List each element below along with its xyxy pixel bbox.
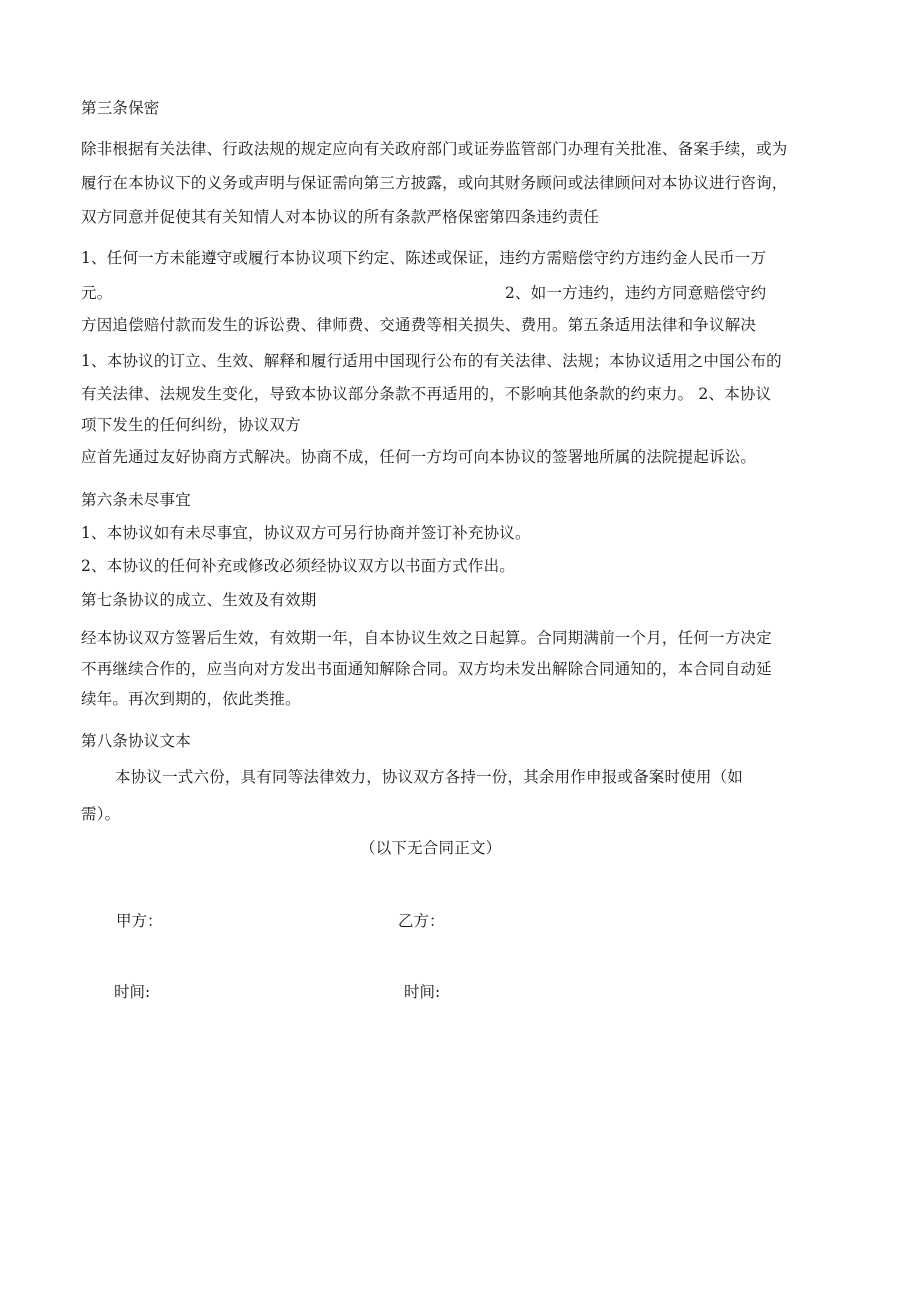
article-6-item-1: 1、本协议如有未尽事宜，协议双方可另行协商并签订补充协议。	[81, 524, 531, 542]
article-7-line-2: 不再继续合作的，应当向对方发出书面通知解除合同。双方均未发出解除合同通知的，本合同自动延	[81, 660, 772, 678]
party-a-time-label: 时间:	[114, 983, 151, 1001]
article-3-line-2: 履行在本协议下的义务或声明与保证需向第三方披露，或向其财务顾问或法律顾问对本协议进行咨询，	[81, 174, 788, 192]
article-7-line-3: 续年。再次到期的，依此类推。	[81, 690, 301, 708]
article-5-line-1: 1、本协议的订立、生效、解释和履行适用中国现行公布的有关法律、法规；本协议适用之中国公布的	[81, 352, 782, 370]
article-8-line-2: 需）。	[81, 805, 121, 823]
article-4-line-1: 1、任何一方未能遵守或履行本协议项下约定、陈述或保证，违约方需赔偿守约方违约金人民币一万	[81, 249, 767, 267]
party-b-time-label: 时间:	[404, 983, 441, 1001]
end-of-text-note: （以下无合同正文）	[360, 839, 502, 857]
article-3-line-3: 双方同意并促使其有关知情人对本协议的所有条款严格保密第四条违约责任	[81, 208, 600, 226]
article-5-line-4: 应首先通过友好协商方式解决。协商不成，任何一方均可向本协议的签署地所属的法院提起诉讼。	[81, 448, 757, 466]
party-b-label: 乙方：	[398, 912, 445, 930]
article-4-line-2a: 元。	[81, 284, 113, 302]
article-4-line-2b: 2、如一方违约，违约方同意赔偿守约	[505, 284, 767, 302]
party-a-label: 甲方：	[116, 912, 163, 930]
article-5-line-3: 项下发生的任何纠纷，协议双方	[81, 416, 301, 434]
article-3-line-1: 除非根据有关法律、行政法规的规定应向有关政府部门或证券监管部门办理有关批准、备案手续，或为	[81, 140, 788, 158]
article-7-line-1: 经本协议双方签署后生效，有效期一年，自本协议生效之日起算。合同期满前一个月，任何一方决定	[81, 629, 772, 647]
article-5-line-2: 有关法律、法规发生变化，导致本协议部分条款不再适用的，不影响其他条款的约束力。 2、本协议	[81, 385, 772, 403]
article-3-heading: 第三条保密	[81, 99, 160, 117]
article-7-heading: 第七条协议的成立、生效及有效期	[81, 591, 317, 609]
article-8-line-1: 本协议一式六份，具有同等法律效力，协议双方各持一份，其余用作申报或备案时使用（如	[115, 768, 744, 786]
article-6-heading: 第六条未尽事宜	[81, 491, 191, 509]
article-4-line-3: 方因追偿赔付款而发生的诉讼费、律师费、交通费等相关损失、费用。第五条适用法律和争议解决	[81, 316, 757, 334]
article-8-heading: 第八条协议文本	[81, 732, 191, 750]
article-6-item-2: 2、本协议的任何补充或修改必须经协议双方以书面方式作出。	[81, 557, 515, 575]
